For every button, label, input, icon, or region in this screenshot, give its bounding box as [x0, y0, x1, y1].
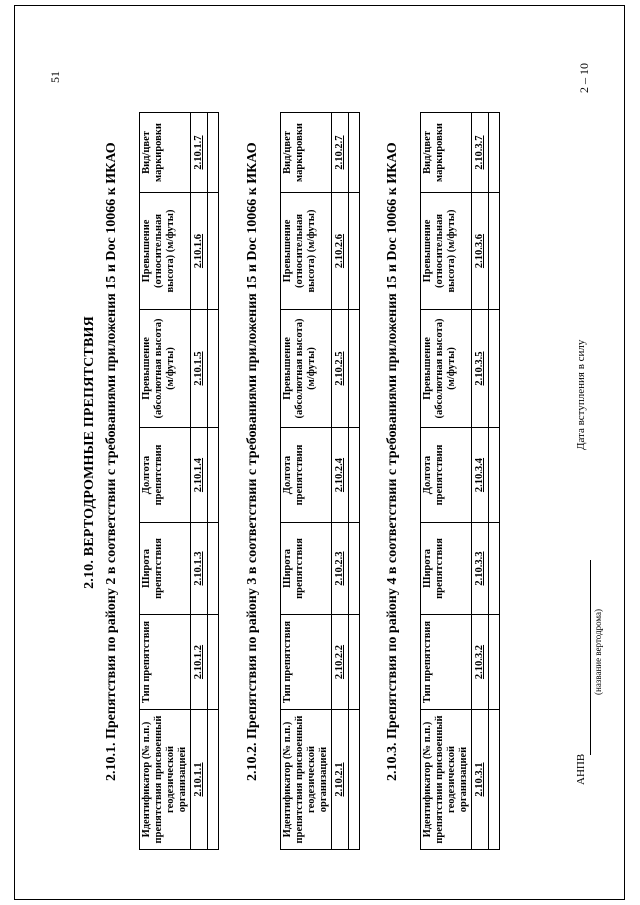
col-header-longitude: Долгота препятствия: [281, 428, 332, 523]
table-code-row: [191, 113, 208, 850]
table-header-row: [281, 113, 332, 850]
table-code-row: [332, 113, 349, 850]
aip-label: АНПВ: [575, 753, 587, 785]
table-heading-2: 2.10.2. Препятствия по району 3 в соответствии с требованиями приложения 15 и Doc 10066 к ИКАО: [245, 142, 260, 781]
col-header-identifier: Идентификатор (№ п.п.) препятствия присвоенный геодезической организацией: [281, 710, 332, 850]
table-empty-row: [489, 113, 500, 850]
effective-date-label: Дата вступления в силу: [575, 339, 587, 450]
code-cell: 2.10.3.3: [474, 551, 485, 586]
footer-gap: [590, 544, 591, 560]
code-cell: 2.10.3.6: [474, 233, 485, 269]
table-empty-row: [349, 113, 360, 850]
section-number: 2 – 10: [577, 63, 591, 93]
code-cell: 2.10.1.6: [193, 233, 204, 269]
code-cell: 2.10.2.2: [334, 644, 345, 680]
col-header-elevation-rel: Превышение (относительная высота) (м/футы): [421, 193, 472, 310]
col-header-latitude: Широта препятствия: [140, 523, 191, 615]
code-cell: 2.10.3.4: [474, 457, 485, 493]
code-cell: 2.10.1.7: [193, 135, 204, 170]
code-cell: 2.10.2.6: [334, 233, 345, 269]
table-header-row: [421, 113, 472, 850]
code-cell: 2.10.1.3: [193, 551, 204, 586]
obstacle-table-area-2: [139, 112, 219, 850]
obstacle-table-area-3: [280, 112, 360, 850]
table-heading-3: 2.10.3. Препятствия по району 4 в соответствии с требованиями приложения 15 и Doc 10066 к ИКАО: [385, 142, 400, 781]
code-cell: 2.10.2.5: [334, 351, 345, 386]
col-header-type: Тип препятствия: [140, 615, 191, 710]
col-header-elevation-rel: Превышение (относительная высота) (м/футы): [140, 193, 191, 310]
code-cell: 2.10.3.5: [474, 351, 485, 386]
code-cell: 2.10.2.4: [334, 457, 345, 493]
code-cell: 2.10.2.1: [334, 762, 345, 797]
table-empty-row: [208, 113, 219, 850]
col-header-type: Тип препятствия: [281, 615, 332, 710]
page-number: 51: [48, 71, 62, 83]
col-header-elevation-abs: Превышение (абсолютная высота) (м/футы): [421, 310, 472, 428]
heliport-name-caption: (название вертодрома): [593, 608, 603, 695]
col-header-marking: Вид/цвет маркировки: [140, 113, 191, 193]
col-header-identifier: Идентификатор (№ п.п.) препятствия присвоенный геодезической организацией: [140, 710, 191, 850]
col-header-elevation-abs: Превышение (абсолютная высота) (м/футы): [140, 310, 191, 428]
col-header-type: Тип препятствия: [421, 615, 472, 710]
code-cell: 2.10.3.1: [474, 762, 485, 797]
code-cell: 2.10.1.4: [193, 457, 204, 493]
page-title: 2.10. ВЕРТОДРОМНЫЕ ПРЕПЯТСТВИЯ: [82, 316, 97, 589]
obstacle-table-area-4: [420, 112, 500, 850]
table-heading-1: 2.10.1. Препятствия по району 2 в соответствии с требованиями приложения 15 и Doc 10066 к ИКАО: [104, 142, 119, 781]
col-header-elevation-rel: Превышение (относительная высота) (м/футы): [281, 193, 332, 310]
code-cell: 2.10.2.3: [334, 551, 345, 586]
col-header-identifier: Идентификатор (№ п.п.) препятствии присвоенный геодезической организацией: [421, 710, 472, 850]
table-code-row: [472, 113, 489, 850]
col-header-latitude: Широта препятствия: [281, 523, 332, 615]
col-header-elevation-abs: Превышение (абсолютная высота) (м/футы): [281, 310, 332, 428]
code-cell: 2.10.3.7: [474, 135, 485, 170]
code-cell: 2.10.3.2: [474, 644, 485, 680]
code-cell: 2.10.1.5: [193, 351, 204, 386]
col-header-longitude: Долгота препятствия: [140, 428, 191, 523]
heliport-name-line: [590, 560, 591, 755]
col-header-latitude: Широта препятствия: [421, 523, 472, 615]
code-cell: 2.10.2.7: [334, 135, 345, 170]
col-header-longitude: Долгота препятствия: [421, 428, 472, 523]
col-header-marking: Вид/цвет маркировки: [421, 113, 472, 193]
table-header-row: [140, 113, 191, 850]
col-header-marking: Вид/цвет маркировки: [281, 113, 332, 193]
code-cell: 2.10.1.1: [193, 762, 204, 797]
code-cell: 2.10.1.2: [193, 644, 204, 680]
